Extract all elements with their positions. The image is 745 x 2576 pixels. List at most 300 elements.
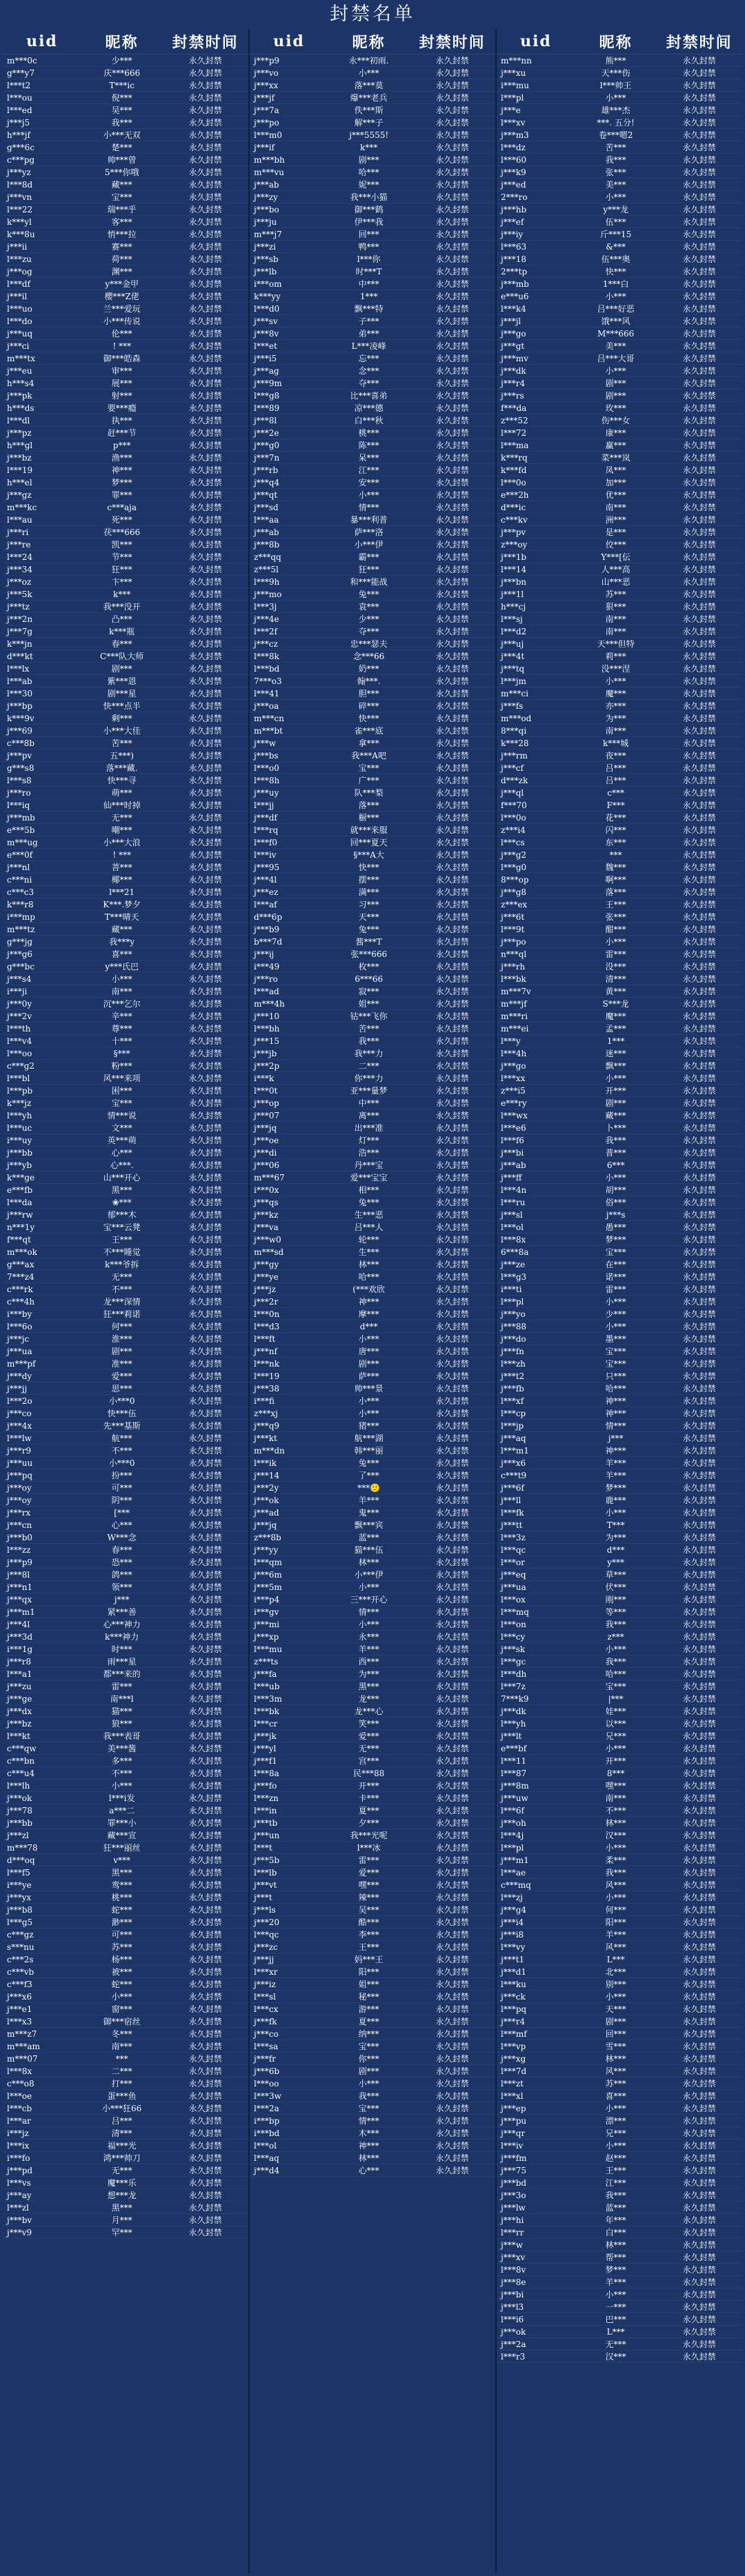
ban-time-cell: 永久封禁 bbox=[162, 1320, 248, 1333]
nickname-cell: 郁***木 bbox=[81, 1209, 162, 1221]
uid-cell: l***ol bbox=[497, 1221, 575, 1234]
uid-cell: l***in bbox=[250, 1804, 328, 1817]
ban-time-cell: 永久封禁 bbox=[409, 1457, 495, 1469]
table-row bbox=[3, 1122, 248, 1134]
nickname-cell: 兔*** bbox=[328, 923, 409, 936]
uid-cell: m***jf bbox=[497, 998, 575, 1010]
nickname-cell: 灯*** bbox=[328, 1134, 409, 1147]
ban-time-cell: 永久封禁 bbox=[656, 1370, 742, 1382]
ban-time-cell: 永久封禁 bbox=[656, 1147, 742, 1159]
ban-time-cell: 永久封禁 bbox=[409, 1941, 495, 1953]
uid-cell: j***pu bbox=[497, 2115, 575, 2127]
ban-time-cell: 永久封禁 bbox=[162, 650, 248, 663]
nickname-cell: 蓝*** bbox=[575, 2202, 656, 2214]
ban-time-cell: 永久封禁 bbox=[409, 340, 495, 352]
nickname-cell: 我*** bbox=[575, 1134, 656, 1147]
ban-time-cell: 永久封禁 bbox=[656, 638, 742, 650]
ban-time-cell: 永久封禁 bbox=[409, 2140, 495, 2152]
ban-time-cell: 永久封禁 bbox=[656, 2003, 742, 2015]
table-row bbox=[250, 911, 495, 923]
ban-time-cell: 永久封禁 bbox=[656, 2276, 742, 2288]
nickname-cell: 暴***利普 bbox=[328, 514, 409, 526]
table-row bbox=[250, 2115, 495, 2127]
nickname-cell: 困*** bbox=[81, 1085, 162, 1097]
uid-cell: k***yl bbox=[3, 216, 81, 228]
table-row bbox=[250, 1482, 495, 1494]
uid-cell: m***od bbox=[497, 712, 575, 725]
nickname-cell: 兔*** bbox=[328, 1196, 409, 1209]
nickname-cell: 我*** bbox=[575, 154, 656, 166]
table-row bbox=[497, 2127, 742, 2140]
ban-time-cell: 永久封禁 bbox=[656, 601, 742, 613]
nickname-cell: 都***来的 bbox=[81, 1668, 162, 1680]
ban-time-cell: 永久封禁 bbox=[656, 216, 742, 228]
ban-time-cell: 永久封禁 bbox=[656, 141, 742, 154]
uid-cell: j***dk bbox=[497, 365, 575, 377]
ban-time-cell: 永久封禁 bbox=[656, 315, 742, 328]
table-row bbox=[250, 1991, 495, 2003]
ban-time-cell: 永久封禁 bbox=[409, 526, 495, 539]
table-row bbox=[497, 476, 742, 489]
nickname-cell: 御***宿丝 bbox=[81, 2015, 162, 2028]
table-row bbox=[497, 2115, 742, 2127]
ban-time-cell: 永久封禁 bbox=[656, 2053, 742, 2065]
table-row bbox=[497, 2351, 742, 2363]
ban-time-cell: 永久封禁 bbox=[409, 601, 495, 613]
nickname-cell: 羊*** bbox=[575, 1469, 656, 1482]
nickname-cell: 苏*** bbox=[575, 588, 656, 601]
table-row bbox=[250, 2015, 495, 2028]
uid-cell: j***34 bbox=[3, 563, 81, 576]
ban-table bbox=[250, 29, 495, 2177]
uid-cell: l***xr bbox=[250, 1966, 328, 1978]
ban-time-cell: 永久封禁 bbox=[162, 452, 248, 464]
table-row bbox=[497, 601, 742, 613]
nickname-cell: 我*** bbox=[575, 1866, 656, 1879]
ban-time-cell: 永久封禁 bbox=[409, 1085, 495, 1097]
ban-time-cell: 永久封禁 bbox=[656, 787, 742, 799]
ban-time-cell: 永久封禁 bbox=[656, 1804, 742, 1817]
table-row bbox=[3, 812, 248, 824]
uid-cell: j***rw bbox=[3, 1209, 81, 1221]
table-row bbox=[497, 1097, 742, 1109]
uid-cell: l***xx bbox=[497, 1072, 575, 1085]
table-row bbox=[250, 1060, 495, 1072]
uid-cell: j***po bbox=[497, 936, 575, 948]
ban-time-cell: 永久封禁 bbox=[162, 501, 248, 514]
uid-cell: j***ua bbox=[497, 1581, 575, 1593]
ban-time-cell: 永久封禁 bbox=[409, 1271, 495, 1283]
uid-cell: j***bb bbox=[3, 1147, 81, 1159]
table-row bbox=[497, 1866, 742, 1879]
table-row bbox=[250, 439, 495, 452]
table-row bbox=[250, 1519, 495, 1531]
nickname-cell: 巴*** bbox=[575, 2313, 656, 2326]
nickname-cell: 雷*** bbox=[328, 1854, 409, 1866]
ban-time-cell: 永久封禁 bbox=[409, 253, 495, 265]
nickname-cell: 凸*** bbox=[81, 613, 162, 625]
nickname-cell: 狠*** bbox=[575, 601, 656, 613]
ban-time-cell: 永久封禁 bbox=[656, 1606, 742, 1618]
table-row bbox=[3, 514, 248, 526]
nickname-cell: 小*** bbox=[575, 1891, 656, 1904]
table-row bbox=[250, 2127, 495, 2140]
uid-cell: m***nn bbox=[497, 54, 575, 67]
uid-cell: j***ze bbox=[497, 1258, 575, 1271]
nickname-cell: 宝***云凳 bbox=[81, 1221, 162, 1234]
uid-cell: i***gv bbox=[250, 1606, 328, 1618]
nickname-cell: 小*** bbox=[575, 2288, 656, 2301]
table-row bbox=[497, 663, 742, 675]
uid-cell: l***df bbox=[3, 278, 81, 290]
uid-cell: l***d0 bbox=[250, 303, 328, 315]
nickname-cell: 摆*** bbox=[328, 874, 409, 886]
table-row bbox=[250, 1432, 495, 1445]
nickname-cell: 我***力 bbox=[328, 1047, 409, 1060]
uid-cell: j***f1 bbox=[250, 1755, 328, 1767]
ban-time-cell: 永久封禁 bbox=[656, 762, 742, 774]
table-row bbox=[3, 1767, 248, 1780]
nickname-cell: 吕*** bbox=[575, 774, 656, 787]
ban-time-cell: 永久封禁 bbox=[409, 2077, 495, 2090]
nickname-cell: 狂***莉诺 bbox=[81, 1308, 162, 1320]
uid-cell: j***zi bbox=[250, 241, 328, 253]
uid-cell: l***m0 bbox=[250, 129, 328, 141]
uid-cell: j***6t bbox=[497, 911, 575, 923]
nickname-cell: 鬼*** bbox=[328, 1507, 409, 1519]
uid-cell: j***14 bbox=[250, 1469, 328, 1482]
ban-time-cell: 永久封禁 bbox=[162, 1829, 248, 1842]
table-row bbox=[497, 1171, 742, 1184]
table-row bbox=[497, 241, 742, 253]
table-row bbox=[3, 861, 248, 874]
uid-cell: j***4x bbox=[3, 1420, 81, 1432]
uid-cell: j***vo bbox=[250, 67, 328, 79]
nickname-cell: 椰*** bbox=[81, 874, 162, 886]
nickname-cell: 摩*** bbox=[328, 1308, 409, 1320]
table-row bbox=[250, 1879, 495, 1891]
nickname-cell: 风***来项 bbox=[81, 1072, 162, 1085]
ban-time-cell: 永久封禁 bbox=[409, 985, 495, 998]
uid-cell: j***tb bbox=[250, 1817, 328, 1829]
table-row bbox=[3, 2164, 248, 2177]
nickname-cell: 剧*** bbox=[575, 390, 656, 402]
table-row bbox=[3, 1941, 248, 1953]
uid-cell: i***mu bbox=[497, 79, 575, 92]
uid-cell: 7***k9 bbox=[497, 1693, 575, 1705]
nickname-cell: 英***萌 bbox=[81, 1134, 162, 1147]
table-row bbox=[497, 998, 742, 1010]
uid-cell: l***ol bbox=[250, 2140, 328, 2152]
ban-time-cell: 永久封禁 bbox=[409, 1643, 495, 1656]
uid-cell: l***bk bbox=[497, 973, 575, 985]
ban-time-cell: 永久封禁 bbox=[656, 898, 742, 911]
table-row bbox=[497, 365, 742, 377]
uid-cell: j***ju bbox=[250, 216, 328, 228]
uid-cell: z***qq bbox=[250, 551, 328, 563]
uid-cell: j***88 bbox=[497, 1320, 575, 1333]
ban-time-cell: 永久封禁 bbox=[409, 1904, 495, 1916]
nickname-cell: 斤***15 bbox=[575, 228, 656, 241]
table-row bbox=[3, 1159, 248, 1171]
table-row bbox=[497, 2251, 742, 2264]
uid-cell: c***c3 bbox=[3, 886, 81, 898]
ban-tables bbox=[3, 29, 742, 2573]
uid-cell: d***6p bbox=[250, 911, 328, 923]
uid-cell: l***g5 bbox=[3, 1916, 81, 1929]
ban-time-cell: 永久封禁 bbox=[162, 2077, 248, 2090]
nickname-cell: 小***0 bbox=[81, 1457, 162, 1469]
nickname-cell: l***i发 bbox=[81, 1792, 162, 1804]
nickname-cell: 宝*** bbox=[328, 2102, 409, 2115]
table-row bbox=[497, 1147, 742, 1159]
table-row bbox=[497, 2028, 742, 2040]
uid-cell: m***ri bbox=[497, 1010, 575, 1023]
nickname-cell: 嘿*** bbox=[575, 1780, 656, 1792]
uid-cell: k***jz bbox=[3, 1097, 81, 1109]
nickname-cell: 藏*** bbox=[81, 923, 162, 936]
uid-cell: n***ql bbox=[497, 948, 575, 960]
nickname-cell: 小***大浪 bbox=[81, 836, 162, 849]
nickname-cell: 念*** bbox=[328, 365, 409, 377]
ban-time-cell: 永久封禁 bbox=[409, 1569, 495, 1581]
uid-cell: j***4l bbox=[250, 874, 328, 886]
nickname-cell: 黑*** bbox=[81, 1184, 162, 1196]
uid-cell: m***ok bbox=[3, 1246, 81, 1258]
nickname-cell: 嘲*** bbox=[81, 824, 162, 836]
nickname-cell: 呆*** bbox=[328, 452, 409, 464]
ban-time-cell: 永久封禁 bbox=[162, 1234, 248, 1246]
nickname-cell: 吕***人 bbox=[328, 1221, 409, 1234]
uid-cell: d***kt bbox=[3, 650, 81, 663]
uid-cell: j***5b bbox=[250, 1854, 328, 1866]
ban-time-cell: 永久封禁 bbox=[409, 737, 495, 749]
uid-cell: j***nl bbox=[3, 861, 81, 874]
nickname-cell: M***666 bbox=[575, 328, 656, 340]
nickname-cell: L*** bbox=[575, 1953, 656, 1966]
nickname-cell: 寂*** bbox=[328, 985, 409, 998]
table-row bbox=[3, 1370, 248, 1382]
table-row bbox=[497, 1060, 742, 1072]
ban-time-cell: 永久封禁 bbox=[162, 514, 248, 526]
uid-cell: j***dy bbox=[3, 1370, 81, 1382]
table-row bbox=[497, 1010, 742, 1023]
uid-cell: j***5m bbox=[250, 1581, 328, 1593]
table-row bbox=[250, 315, 495, 328]
table-row bbox=[3, 1569, 248, 1581]
uid-cell: z***5l bbox=[250, 563, 328, 576]
uid-cell: l***ma bbox=[497, 439, 575, 452]
table-row bbox=[3, 1296, 248, 1308]
nickname-cell: C***队大师 bbox=[81, 650, 162, 663]
nickname-cell: 你*** bbox=[328, 2053, 409, 2065]
uid-cell: j***6m bbox=[250, 1569, 328, 1581]
ban-time-cell: 永久封禁 bbox=[409, 1742, 495, 1755]
uid-cell: j***ep bbox=[497, 2102, 575, 2115]
uid-cell: m***ei bbox=[497, 1023, 575, 1035]
uid-cell: l***t2 bbox=[3, 79, 81, 92]
table-row bbox=[3, 141, 248, 154]
uid-cell: l***8k bbox=[250, 650, 328, 663]
table-row bbox=[497, 104, 742, 117]
ban-time-cell: 永久封禁 bbox=[409, 749, 495, 762]
nickname-header: 昵称 bbox=[81, 29, 162, 54]
ban-time-cell: 永久封禁 bbox=[656, 1829, 742, 1842]
ban-time-cell: 永久封禁 bbox=[656, 1271, 742, 1283]
uid-cell: j***bo bbox=[250, 203, 328, 216]
table-row bbox=[497, 725, 742, 737]
table-row bbox=[497, 1519, 742, 1531]
ban-column-1 bbox=[3, 29, 250, 2573]
nickname-cell: 林*** bbox=[328, 2152, 409, 2164]
uid-cell: c***pg bbox=[3, 154, 81, 166]
table-row bbox=[497, 948, 742, 960]
table-row bbox=[3, 551, 248, 563]
ban-time-cell: 永久封禁 bbox=[656, 1705, 742, 1718]
nickname-cell: 吕*** bbox=[81, 2115, 162, 2127]
ban-time-cell: 永久封禁 bbox=[656, 1134, 742, 1147]
uid-cell: l***cr bbox=[250, 1718, 328, 1730]
uid-cell: j***jc bbox=[3, 1333, 81, 1345]
nickname-cell: 剧***星 bbox=[81, 687, 162, 700]
uid-cell: l***72 bbox=[497, 427, 575, 439]
ban-time-cell: 永久封禁 bbox=[162, 1804, 248, 1817]
nickname-cell: 南*** bbox=[575, 501, 656, 514]
nickname-cell: 倪*** bbox=[81, 92, 162, 104]
uid-cell: j***e bbox=[497, 104, 575, 117]
uid-cell: j***b9 bbox=[250, 923, 328, 936]
ban-time-cell: 永久封禁 bbox=[409, 1929, 495, 1941]
ban-time-cell: 永久封禁 bbox=[656, 1209, 742, 1221]
ban-time-cell: 永久封禁 bbox=[409, 290, 495, 303]
table-row bbox=[497, 2301, 742, 2313]
ban-time-cell: 永久封禁 bbox=[409, 588, 495, 601]
nickname-cell: 情*** bbox=[328, 1606, 409, 1618]
nickname-cell: 碎*** bbox=[328, 700, 409, 712]
ban-time-cell: 永久封禁 bbox=[162, 1023, 248, 1035]
uid-cell: l***or bbox=[497, 1556, 575, 1569]
nickname-cell: 小*** bbox=[575, 365, 656, 377]
ban-time-cell: 永久封禁 bbox=[656, 2264, 742, 2276]
ban-time-cell: 永久封禁 bbox=[162, 1494, 248, 1507]
table-row bbox=[250, 427, 495, 439]
nickname-cell: 风*** bbox=[575, 1941, 656, 1953]
ban-time-cell: 永久封禁 bbox=[656, 1866, 742, 1879]
table-row bbox=[3, 154, 248, 166]
table-row bbox=[497, 874, 742, 886]
uid-cell: j***tt bbox=[497, 1519, 575, 1531]
table-row bbox=[250, 2102, 495, 2115]
ban-time-cell: 永久封禁 bbox=[162, 1171, 248, 1184]
uid-cell: i***1g bbox=[3, 1643, 81, 1656]
ban-time-cell: 永久封禁 bbox=[162, 1345, 248, 1358]
ban-time-cell: 永久封禁 bbox=[162, 1246, 248, 1258]
ban-time-cell: 永久封禁 bbox=[409, 762, 495, 774]
nickname-cell: 子*** bbox=[328, 315, 409, 328]
ban-time-cell: 永久封禁 bbox=[656, 1730, 742, 1742]
nickname-cell: 罪*** bbox=[81, 489, 162, 501]
nickname-cell: 中*** bbox=[328, 1097, 409, 1109]
uid-cell: j***2n bbox=[3, 613, 81, 625]
nickname-cell: 笑*** bbox=[328, 1718, 409, 1730]
nickname-cell: 伏*** bbox=[575, 1581, 656, 1593]
table-row bbox=[497, 1246, 742, 1258]
uid-cell: i***om bbox=[250, 278, 328, 290]
uid-cell: j***jj bbox=[3, 1382, 81, 1395]
ban-time-cell: 永久封禁 bbox=[409, 2040, 495, 2053]
uid-cell: j***i4 bbox=[497, 1916, 575, 1929]
table-row bbox=[497, 290, 742, 303]
table-row bbox=[3, 1991, 248, 2003]
table-row bbox=[250, 1258, 495, 1271]
table-row bbox=[497, 1345, 742, 1358]
uid-cell: z***i5 bbox=[497, 1085, 575, 1097]
uid-cell: l***jm bbox=[497, 675, 575, 687]
table-row bbox=[250, 774, 495, 787]
table-row bbox=[497, 1507, 742, 1519]
ban-time-cell: 永久封禁 bbox=[409, 849, 495, 861]
table-row bbox=[3, 1345, 248, 1358]
ban-time-cell: 永久封禁 bbox=[162, 1656, 248, 1668]
nickname-cell: 比***喜弟 bbox=[328, 390, 409, 402]
nickname-cell: 优*** bbox=[575, 489, 656, 501]
uid-cell: j***mo bbox=[250, 588, 328, 601]
ban-time-cell: 永久封禁 bbox=[162, 1382, 248, 1395]
ban-time-cell: 永久封禁 bbox=[656, 1122, 742, 1134]
ban-time-cell: 永久封禁 bbox=[409, 2090, 495, 2102]
nickname-cell: 神*** bbox=[575, 1407, 656, 1420]
table-row bbox=[250, 1531, 495, 1544]
nickname-cell: 小***伊 bbox=[328, 539, 409, 551]
nickname-cell: 快***寻 bbox=[81, 774, 162, 787]
table-row bbox=[3, 886, 248, 898]
uid-cell: j***1b bbox=[497, 551, 575, 563]
uid-header: uid bbox=[497, 29, 575, 54]
ban-time-cell: 永久封禁 bbox=[162, 1296, 248, 1308]
table-row bbox=[497, 737, 742, 749]
nickname-cell: 茯***666 bbox=[81, 526, 162, 539]
uid-cell: j***20 bbox=[250, 1916, 328, 1929]
ban-time-cell: 永久封禁 bbox=[409, 1804, 495, 1817]
nickname-cell: 月*** bbox=[81, 2214, 162, 2226]
uid-cell: l***ub bbox=[250, 1680, 328, 1693]
ban-time-cell: 永久封禁 bbox=[656, 1097, 742, 1109]
nickname-cell: 宝*** bbox=[575, 1345, 656, 1358]
ban-time-cell: 永久封禁 bbox=[656, 352, 742, 365]
uid-cell: l***mf bbox=[497, 2028, 575, 2040]
nickname-cell: 萨***洛 bbox=[328, 526, 409, 539]
nickname-cell: 哈*** bbox=[575, 1668, 656, 1680]
nickname-cell: 羊*** bbox=[575, 2276, 656, 2288]
nickname-cell: 宝*** bbox=[575, 1358, 656, 1370]
ban-time-cell: 永久封禁 bbox=[656, 2127, 742, 2140]
table-row bbox=[250, 489, 495, 501]
uid-cell: j***fb bbox=[497, 1382, 575, 1395]
nickname-cell: 航*** bbox=[81, 1432, 162, 1445]
nickname-cell: k*** bbox=[328, 141, 409, 154]
nickname-cell: 凯*** bbox=[81, 539, 162, 551]
ban-time-cell: 永久封禁 bbox=[409, 725, 495, 737]
uid-cell: l***cs bbox=[497, 836, 575, 849]
ban-column-2 bbox=[250, 29, 497, 2573]
table-row bbox=[250, 1209, 495, 1221]
table-row bbox=[497, 328, 742, 340]
table-row bbox=[250, 1358, 495, 1370]
uid-cell: l***9t bbox=[497, 923, 575, 936]
uid-cell: k***9v bbox=[3, 712, 81, 725]
table-row bbox=[250, 973, 495, 985]
table-row bbox=[497, 2152, 742, 2164]
